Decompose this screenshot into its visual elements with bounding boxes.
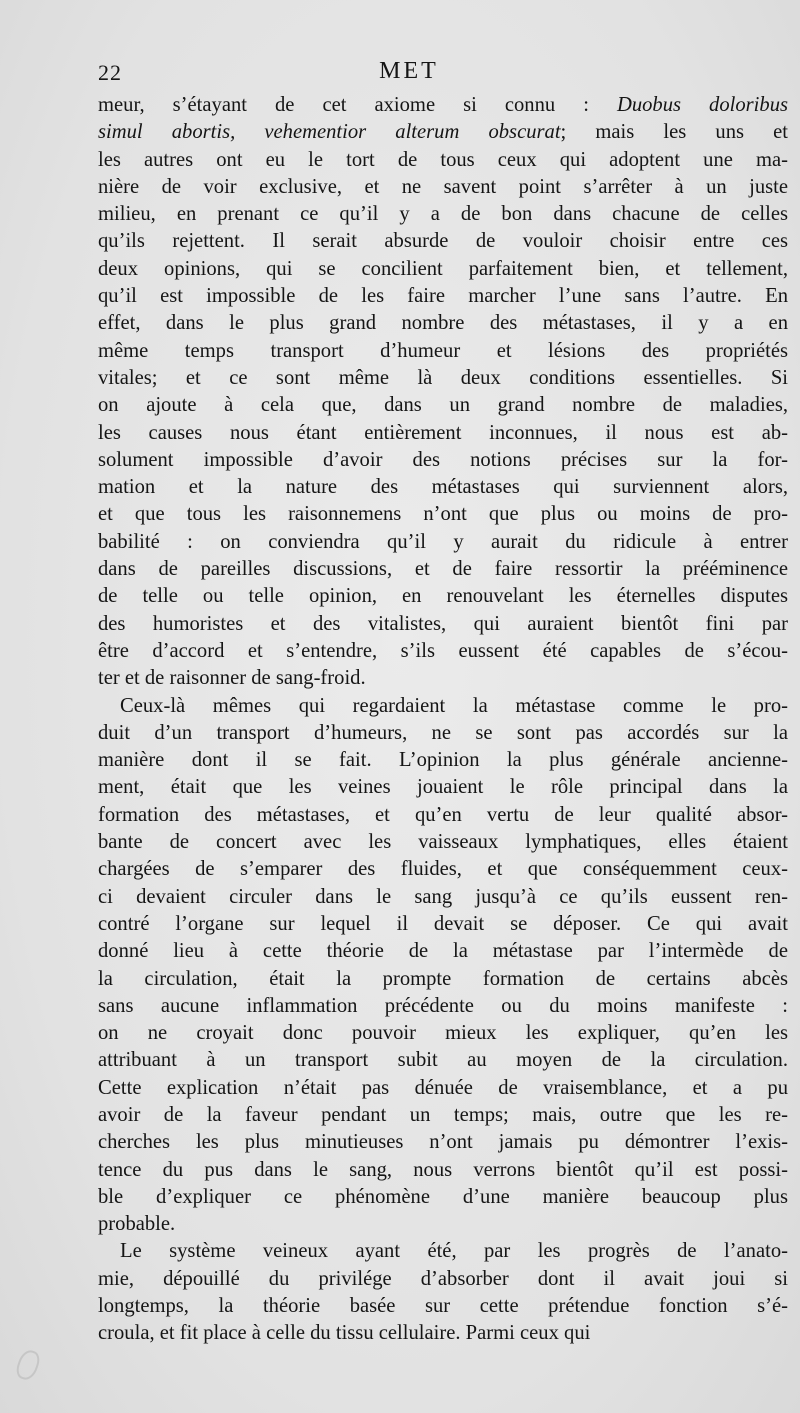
text-line: [98, 1184, 788, 1211]
text-run: Ceux-là mêmes qui regardaient la métastase comme le pro-: [120, 694, 788, 717]
text-line: [98, 365, 788, 392]
text-run: probable.: [98, 1213, 176, 1236]
text-run: milieu, en prenant ce qu’il y a de bon dans chacune de celles: [98, 203, 788, 226]
text-run: nière de voir exclusive, et ne savent point s’arrêter à un juste: [98, 175, 788, 198]
margin-smudge-mark: [14, 1348, 42, 1383]
text-run: ble d’expliquer ce phénomène d’une manière beaucoup plus: [98, 1185, 788, 1208]
text-line: [98, 420, 788, 447]
text-run: ment, était que les veines jouaient le rôle principal dans la: [98, 776, 788, 799]
italic-text-run: simul abortis, vehementior alterum obscurat: [98, 121, 561, 144]
text-run: mation et la nature des métastases qui surviennent alors,: [98, 476, 788, 499]
text-run: vitales; et ce sont même là deux conditions essentielles. Si: [98, 366, 788, 389]
text-run: meur, s’étayant de cet axiome si connu :: [98, 94, 617, 116]
text-line: [98, 1102, 788, 1129]
text-run: cherches les plus minutieuses n’ont jamais pu démontrer l’exis-: [98, 1131, 788, 1154]
text-run: deux opinions, qui se concilient parfaitement bien, et tellement,: [98, 257, 788, 280]
text-line: [98, 1157, 788, 1184]
text-line: [98, 147, 788, 174]
text-line: [98, 611, 788, 638]
text-line: [98, 1238, 788, 1265]
text-run: duit d’un transport d’humeurs, ne se sont pas accordés sur la: [98, 721, 788, 744]
text-line: [98, 447, 788, 474]
text-run: mie, dépouillé du privilége d’absorber dont il avait joui si: [98, 1267, 788, 1290]
text-line: [98, 174, 788, 201]
italic-text-run: Duobus doloribus: [616, 94, 788, 116]
text-run: donné lieu à cette théorie de la métastase par l’intermède de: [98, 940, 788, 963]
text-run: dans de pareilles discussions, et de faire ressortir la prééminence: [98, 558, 788, 581]
text-run: on ne croyait donc pouvoir mieux les expliquer, qu’en les: [98, 1022, 788, 1045]
text-line: [98, 856, 788, 883]
text-run: la circulation, était la prompte formation de certains abcès: [98, 967, 788, 990]
text-line: [98, 884, 788, 911]
text-line: [98, 256, 788, 283]
text-line: [98, 556, 788, 583]
page-number: 22: [98, 60, 122, 85]
body-text: [98, 92, 788, 1348]
text-run: longtemps, la théorie basée sur cette prétendue fonction s’é-: [98, 1295, 788, 1318]
text-line: [98, 747, 788, 774]
text-line: [98, 529, 788, 556]
text-line: [98, 720, 788, 747]
text-run: bante de concert avec les vaisseaux lymphatiques, elles étaient: [98, 831, 788, 854]
text-run: Cette explication n’était pas dénuée de vraisemblance, et a pu: [98, 1076, 788, 1099]
text-run: de telle ou telle opinion, en renouvelant les éternelles disputes: [98, 585, 788, 608]
text-run: et que tous les raisonnemens n’ont que plus ou moins de pro-: [98, 503, 788, 526]
text-run: contré l’organe sur lequel il devait se déposer. Ce qui avait: [98, 912, 788, 935]
text-run: manière dont il se fait. L’opinion la plus générale anciennе-: [98, 749, 788, 772]
text-line: [98, 1075, 788, 1102]
text-line: [98, 92, 788, 119]
text-line: [98, 283, 788, 310]
text-line: [98, 201, 788, 228]
text-line: [98, 1320, 788, 1347]
text-line: [98, 474, 788, 501]
text-run: tence du pus dans le sang, nous verrons bientôt qu’il est possi-: [98, 1158, 788, 1181]
text-run: chargées de s’emparer des fluides, et que conséquemment ceux-: [98, 858, 788, 881]
text-line: [98, 966, 788, 993]
text-run: ; mais les uns et: [560, 121, 788, 144]
text-line: [98, 1293, 788, 1320]
text-line: [98, 938, 788, 965]
text-line: [98, 310, 788, 337]
text-run: les autres ont eu le tort de tous ceux qui adoptent une ma-: [98, 148, 788, 171]
text-line: [98, 392, 788, 419]
text-run: Le système veineux ayant été, par les progrès de l’anato-: [120, 1240, 788, 1263]
text-line: [98, 802, 788, 829]
text-run: qu’il est impossible de les faire marcher l’une sans l’autre. En: [98, 285, 788, 308]
text-run: avoir de la faveur pendant un temps; mais, outre que les re-: [98, 1103, 788, 1126]
text-line: [98, 1211, 788, 1238]
text-line: [98, 911, 788, 938]
text-run: ci devaient circuler dans le sang jusqu’à ce qu’ils eussent ren-: [98, 885, 788, 908]
text-run: croula, et fit place à celle du tissu cellulaire. Parmi ceux qui: [98, 1322, 591, 1345]
text-run: effet, dans le plus grand nombre des métastases, il y a en: [98, 312, 788, 335]
text-run: on ajoute à cela que, dans un grand nombre de maladies,: [98, 394, 788, 417]
text-line: [98, 1020, 788, 1047]
text-run: qu’ils rejettent. Il serait absurde de vouloir choisir entre ces: [98, 230, 788, 253]
text-line: [98, 665, 788, 692]
text-line: [98, 638, 788, 665]
text-line: [98, 501, 788, 528]
text-line: [98, 693, 788, 720]
text-line: [98, 829, 788, 856]
running-head: [98, 58, 760, 88]
paragraph: [98, 693, 788, 1239]
running-title: MET: [379, 58, 439, 84]
paragraph: [98, 92, 788, 693]
text-run: des humoristes et des vitalistes, qui auraient bientôt fini par: [98, 612, 788, 635]
paragraph: [98, 1238, 788, 1347]
text-line: [98, 1266, 788, 1293]
text-run: attribuant à un transport subit au moyen de la circulation.: [98, 1049, 788, 1072]
text-line: [98, 774, 788, 801]
text-line: [98, 1047, 788, 1074]
text-line: [98, 993, 788, 1020]
text-run: formation des métastases, et qu’en vertu de leur qualité absor-: [98, 803, 788, 826]
text-line: [98, 119, 788, 146]
text-line: [98, 338, 788, 365]
text-run: babilité : on conviendra qu’il y aurait du ridicule à entrer: [98, 530, 788, 553]
text-run: ter et de raisonner de sang-froid.: [98, 667, 366, 690]
text-run: même temps transport d’humeur et lésions des propriétés: [98, 339, 788, 362]
text-run: solument impossible d’avoir des notions précises sur la for-: [98, 448, 788, 471]
text-line: [98, 228, 788, 255]
text-run: sans aucune inflammation précédente ou du moins manifeste :: [98, 994, 788, 1017]
text-run: les causes nous étant entièrement inconnues, il nous est ab-: [98, 421, 788, 444]
text-run: être d’accord et s’entendre, s’ils eussent été capables de s’écou-: [98, 639, 788, 662]
text-line: [98, 1129, 788, 1156]
text-line: [98, 583, 788, 610]
